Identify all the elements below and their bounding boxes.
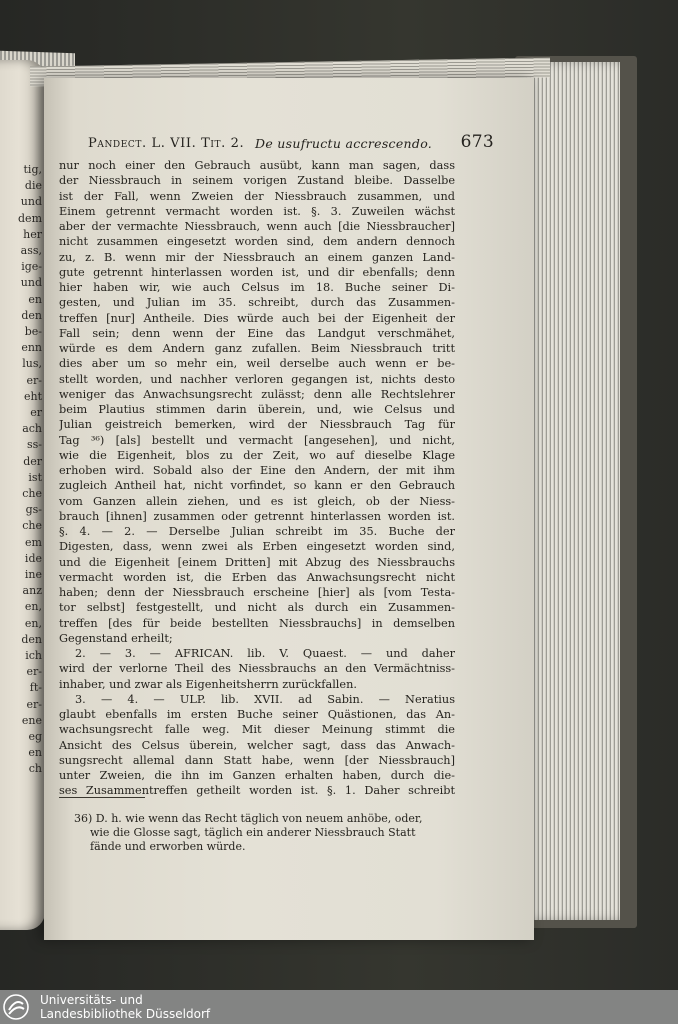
text-line: erhoben wird. Sobald also der Eine den Andern, der mit ihm: [59, 464, 455, 477]
facing-page-fragment: anz: [22, 584, 42, 598]
facing-page-fragment: en,: [24, 616, 42, 630]
text-line: wie die Eigenheit, blos zu der Zeit, wo auf dieselbe Klage: [59, 448, 455, 462]
facing-page-fragment: ass,: [20, 244, 42, 257]
text-line: der Niessbrauch in seinem vorigen Zustand bleibe. Dasselbe: [59, 174, 455, 188]
text-line: Julian geistreich bemerken, wird der Niessbrauch Tag für: [59, 418, 455, 432]
text-line: Digesten, dass, wenn zwei als Erben eingesetzt worden sind,: [59, 540, 455, 554]
footer-text: [40, 993, 210, 1021]
facing-page-fragment: dem: [18, 211, 42, 225]
facing-page-fragment: ist: [28, 470, 42, 484]
text-line: inhaber, und zwar als Eigenheitsherrn zurückfallen.: [59, 677, 357, 691]
text-line: Ansicht des Celsus überein, welcher sagt, dass das Anwach-: [59, 738, 455, 752]
text-line: Fall sein; denn wenn der Eine das Landgut verschmähet,: [59, 326, 455, 340]
facing-page-fragment: en: [28, 746, 42, 760]
facing-page-fragment: der: [23, 454, 42, 468]
text-line: wachsungsrecht falle weg. Mit dieser Meinung stimmt die: [59, 723, 455, 737]
text-line: dies aber um so mehr ein, weil derselbe auch wenn er be-: [59, 357, 455, 371]
facing-page-fragment: ft-: [29, 681, 42, 695]
facing-page-fragment: en,: [24, 600, 42, 614]
footnote-line: fände und erworben würde.: [90, 840, 246, 853]
text-line: würde es dem Andern ganz zufallen. Beim Niessbrauch tritt: [59, 342, 455, 355]
facing-page-fragment: eg: [28, 730, 42, 743]
facing-page-fragment: lus,: [22, 357, 42, 371]
text-line: aber der vermachte Niessbrauch, wenn auch [die Niessbraucher]: [59, 220, 455, 233]
facing-page-fragment: ss-: [26, 438, 42, 452]
text-line: vermacht worden ist, die Erben das Anwachsungsrecht nicht: [59, 570, 455, 584]
text-line: nur noch einer den Gebrauch ausübt, kann man sagen, dass: [59, 159, 455, 172]
facing-page-fragment: den: [21, 632, 42, 646]
text-line: beim Plautius stimmen darin überein, und, wie Celsus und: [59, 403, 455, 416]
text-line: 2. — 3. — AFRICAN. lib. V. Quaest. — und daher: [75, 647, 455, 660]
text-line: brauch [ihnen] zusammen oder getrennt hinterlassen worden ist.: [59, 509, 455, 523]
facing-page-fragment: her: [23, 227, 42, 241]
text-line: treffen [des für beide bestellten Niessbrauchs] in demselben: [59, 616, 455, 630]
footnotes: [74, 812, 450, 854]
facing-page-fragment: er: [30, 406, 42, 419]
text-line: weniger das Anwachsungsrecht zulässt; denn alle Rechtslehrer: [59, 387, 455, 401]
text-line: Tag ³⁶) [als] bestellt und vermacht [angesehen], und nicht,: [59, 433, 455, 447]
facing-page-fragment: eht: [23, 389, 42, 403]
facing-page-fragment: tig,: [23, 163, 42, 176]
running-head-title: De usufructu accrescendo.: [255, 136, 433, 151]
text-line: zugleich Antheil hat, nicht vorfindet, so kann er den Gebrauch: [59, 479, 455, 493]
text-line: wird der verlorne Theil des Niessbrauchs an den Vermächtniss-: [59, 662, 455, 676]
text-line: und die Eigenheit [einem Dritten] mit Abzug des Niessbrauchs: [59, 555, 455, 569]
library-footer: [0, 990, 678, 1024]
text-line: vom Ganzen allein ziehen, und es ist gleich, ob der Niess-: [59, 494, 455, 508]
text-line: treffen [nur] Antheile. Dies würde auch bei der Eigenheit der: [59, 311, 455, 325]
library-logo-icon: [3, 994, 29, 1020]
footnote-rule: [59, 797, 145, 798]
facing-page-fragment: ige-: [21, 260, 42, 274]
running-head: [88, 132, 494, 154]
facing-page-fragment: er-: [26, 373, 42, 387]
text-line: §. 4. — 2. — Derselbe Julian schreibt im 35. Buche der: [59, 525, 455, 538]
facing-page-fragment: em: [25, 535, 42, 549]
facing-page-fragment: ine: [24, 568, 42, 581]
footnote-line: wie die Glosse sagt, täglich ein anderer Niessbrauch Statt: [90, 826, 416, 839]
footer-line-1: Universitäts- und: [40, 993, 143, 1007]
text-line: stellt worden, und nachher verloren gegangen ist, nichts desto: [59, 372, 455, 386]
text-line: Einem getrennt vermacht worden ist. §. 3. Zuweilen wächst: [59, 204, 455, 218]
page-number: 673: [460, 132, 494, 152]
text-line: sungsrecht allemal dann Statt habe, wenn [der Niessbrauch]: [59, 753, 455, 767]
facing-page-fragment: che: [22, 487, 42, 500]
footnote-line: 36) D. h. wie wenn das Recht täglich von neuem anhöbe, oder,: [74, 812, 423, 825]
running-head-left: Pandect. L. VII. Tit. 2.: [88, 136, 245, 151]
facing-page-fragment: und: [20, 276, 42, 290]
text-line: zu, z. B. wenn mir der Niessbrauch an einem ganzen Land-: [59, 250, 455, 264]
facing-page-fragment: enn: [21, 341, 42, 355]
text-line: ist der Fall, wenn Zweien der Niessbrauch zusammen, und: [59, 189, 455, 203]
text-line: nicht zusammen eingesetzt worden sind, dem andern dennoch: [59, 235, 455, 249]
text-line: gute getrennt hinterlassen worden ist, und dir ebenfalls; denn: [59, 265, 455, 279]
facing-page-fragment: den: [21, 308, 42, 322]
facing-page-fragment: be-: [24, 325, 42, 338]
footer-line-2: Landesbibliothek Düsseldorf: [40, 1007, 211, 1021]
text-line: haben; denn der Niessbrauch erscheine [hier] als [vom Testa-: [59, 586, 455, 599]
facing-page-fragment: die: [24, 179, 42, 193]
text-line: unter Zweien, die ihn im Ganzen erhalten haben, durch die-: [59, 769, 455, 782]
facing-page-fragment: ach: [22, 422, 42, 436]
text-line: 3. — 4. — ULP. lib. XVII. ad Sabin. — Neratius: [75, 692, 455, 706]
text-line: ses Zusammentreffen getheilt worden ist. §. 1. Daher schreibt: [59, 784, 455, 798]
facing-page-fragment: ch: [28, 762, 42, 776]
page-edges: [522, 62, 620, 920]
text-line: hier haben wir, wie auch Celsus im 18. Buche seiner Di-: [59, 281, 455, 294]
facing-page-fragment: er-: [26, 697, 42, 711]
facing-page-fragment: che: [22, 519, 42, 533]
body-text: [59, 158, 455, 799]
facing-page-fragment: und: [20, 195, 42, 209]
document-page: [44, 78, 534, 940]
text-line: glaubt ebenfalls im ersten Buche seiner Quästionen, das An-: [59, 708, 455, 721]
text-line: tor selbst] festgestellt, und nicht als durch ein Zusammen-: [59, 601, 455, 615]
facing-page-fragment: er-: [26, 665, 42, 679]
facing-page-fragment: ene: [21, 713, 42, 727]
facing-page-fragment: gs-: [25, 503, 42, 517]
text-line: Gegenstand erheilt;: [59, 631, 173, 645]
text-line: gesten, und Julian im 35. schreibt, durch das Zusammen-: [59, 296, 455, 310]
facing-page-fragment: en: [28, 292, 42, 306]
facing-page-fragment: ich: [25, 649, 42, 662]
facing-page-fragment: ide: [24, 551, 42, 565]
